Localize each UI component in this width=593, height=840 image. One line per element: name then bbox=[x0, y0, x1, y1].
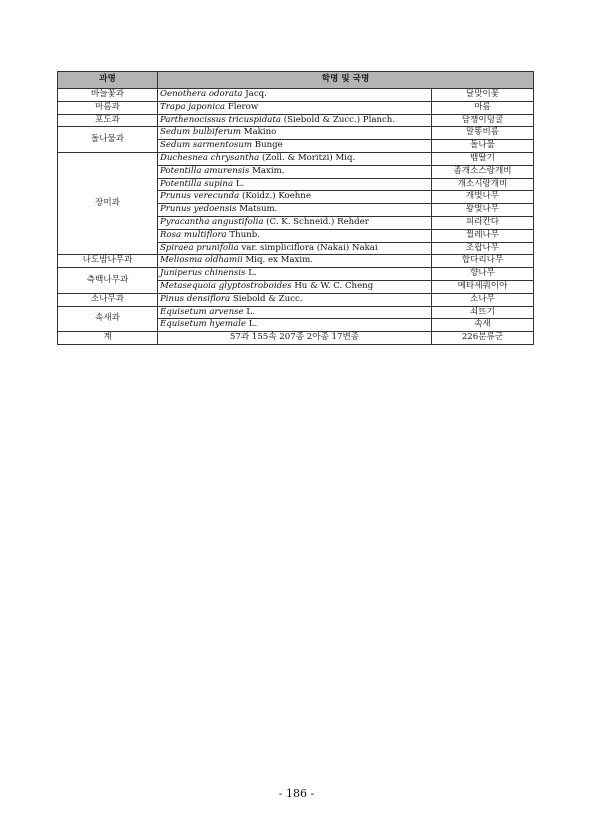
family-cell: 포도과 bbox=[58, 114, 158, 127]
genus-species: Duchesnea chrysantha bbox=[160, 152, 260, 163]
scientific-name-cell bbox=[158, 101, 432, 114]
author: (C. K. Schneid.) Rehder bbox=[266, 216, 369, 227]
table-body bbox=[58, 89, 534, 332]
korean-name-cell: 쇠뜨기 bbox=[432, 306, 534, 319]
family-cell: 바늘꽃과 bbox=[58, 89, 158, 102]
table-row bbox=[58, 255, 534, 268]
korean-name-cell: 개벚나무 bbox=[432, 191, 534, 204]
table-row bbox=[58, 293, 534, 306]
genus-species: Equisetum arvense bbox=[160, 306, 244, 317]
genus-species: Pinus densiflora bbox=[160, 293, 231, 304]
korean-name-cell: 말똥비름 bbox=[432, 127, 534, 140]
family-cell: 속새과 bbox=[58, 306, 158, 332]
author: Bunge bbox=[254, 140, 283, 151]
korean-name-cell: 돌나물 bbox=[432, 140, 534, 153]
author: (Koidz.) Koehne bbox=[242, 191, 311, 202]
scientific-name-cell bbox=[158, 152, 432, 165]
genus-species: Equisetum hyemale bbox=[160, 319, 247, 330]
header-row bbox=[58, 72, 534, 89]
author: Flerow bbox=[227, 101, 259, 112]
table-row bbox=[58, 89, 534, 102]
genus-species: Meliosma oldhamii bbox=[160, 255, 243, 266]
korean-name-cell: 뱀딸기 bbox=[432, 152, 534, 165]
scientific-name-cell bbox=[158, 306, 432, 319]
genus-species: Sedum bulbiferum bbox=[160, 127, 241, 138]
scientific-name-cell bbox=[158, 140, 432, 153]
header-name: 학명 및 국명 bbox=[158, 72, 534, 89]
genus-species: Spiraea prunifolia bbox=[160, 242, 239, 253]
author: L. bbox=[235, 178, 245, 189]
author: Jacq. bbox=[245, 89, 267, 99]
page-number: - 186 - bbox=[278, 787, 315, 800]
genus-species: Pyracantha angustifolia bbox=[160, 216, 264, 227]
table-row bbox=[58, 152, 534, 165]
scientific-name-cell bbox=[158, 178, 432, 191]
genus-species: Trapa japonica bbox=[160, 101, 226, 112]
korean-name-cell: 메타세쿼이아 bbox=[432, 280, 534, 293]
family-cell: 돌나물과 bbox=[58, 127, 158, 153]
scientific-name-cell bbox=[158, 191, 432, 204]
genus-species: Parthenocissus tricuspidata bbox=[160, 114, 281, 125]
scientific-name-cell bbox=[158, 216, 432, 229]
author: var. simpliciflora (Nakai) Nakai bbox=[241, 242, 378, 253]
genus-species: Rosa multiflora bbox=[160, 229, 227, 240]
family-cell: 측백나무과 bbox=[58, 268, 158, 294]
author: Makino bbox=[243, 127, 277, 138]
table-row bbox=[58, 268, 534, 281]
scientific-name-cell bbox=[158, 114, 432, 127]
author: (Zoll. & Moritzi) Miq. bbox=[261, 152, 356, 163]
scientific-name-cell bbox=[158, 229, 432, 242]
korean-name-cell: 마름 bbox=[432, 101, 534, 114]
genus-species: Metasequoia glyptostroboides bbox=[160, 280, 292, 291]
total-row bbox=[58, 332, 534, 345]
genus-species: Prunus verecunda bbox=[160, 191, 240, 202]
author: L. bbox=[248, 319, 258, 330]
korean-name-cell: 합다리나무 bbox=[432, 255, 534, 268]
table-row bbox=[58, 101, 534, 114]
korean-name-cell: 달맞이꽃 bbox=[432, 89, 534, 102]
scientific-name-cell bbox=[158, 255, 432, 268]
scientific-name-cell bbox=[158, 293, 432, 306]
genus-species: Prunus yedoensis bbox=[160, 204, 237, 215]
author: Miq. ex Maxim. bbox=[245, 255, 314, 266]
author: Maxim. bbox=[252, 165, 285, 176]
author: L. bbox=[246, 306, 255, 317]
genus-species: Sedum sarmentosum bbox=[160, 140, 253, 151]
korean-name-cell: 향나무 bbox=[432, 268, 534, 281]
scientific-name-cell bbox=[158, 165, 432, 178]
family-cell: 장미과 bbox=[58, 152, 158, 254]
korean-name-cell: 소나무 bbox=[432, 293, 534, 306]
scientific-name-cell bbox=[158, 268, 432, 281]
korean-name-cell: 개소시랑개비 bbox=[432, 178, 534, 191]
korean-name-cell: 왕벚나무 bbox=[432, 204, 534, 217]
genus-species: Potentilla amurensis bbox=[160, 165, 250, 176]
author: Thunb. bbox=[229, 229, 260, 240]
scientific-name-cell bbox=[158, 319, 432, 332]
species-table bbox=[57, 71, 534, 345]
total-label: 계 bbox=[58, 332, 158, 345]
korean-name-cell: 좀개소스랑개비 bbox=[432, 165, 534, 178]
genus-species: Juniperus chinensis bbox=[160, 268, 246, 279]
genus-species: Potentilla supina bbox=[160, 178, 234, 189]
family-cell: 마름과 bbox=[58, 101, 158, 114]
table-row bbox=[58, 306, 534, 319]
scientific-name-cell bbox=[158, 127, 432, 140]
total-count: 226분류군 bbox=[432, 332, 534, 345]
table-row bbox=[58, 127, 534, 140]
korean-name-cell: 조팝나무 bbox=[432, 242, 534, 255]
author: Matsum. bbox=[239, 204, 278, 215]
genus-species: Oenothera odorata bbox=[160, 89, 243, 99]
header-family: 과명 bbox=[58, 72, 158, 89]
family-cell: 나도밤나무과 bbox=[58, 255, 158, 268]
table-row bbox=[58, 114, 534, 127]
family-cell: 소나무과 bbox=[58, 293, 158, 306]
scientific-name-cell bbox=[158, 280, 432, 293]
scientific-name-cell bbox=[158, 242, 432, 255]
korean-name-cell: 찔레나무 bbox=[432, 229, 534, 242]
korean-name-cell: 속새 bbox=[432, 319, 534, 332]
korean-name-cell: 피라칸다 bbox=[432, 216, 534, 229]
author: (Siebold & Zucc.) Planch. bbox=[283, 114, 396, 125]
total-summary: 57과 155속 207종 2아종 17변종 bbox=[158, 332, 432, 345]
scientific-name-cell bbox=[158, 89, 432, 102]
author: L. bbox=[248, 268, 257, 279]
author: Hu & W. C. Cheng bbox=[294, 280, 374, 291]
author: Siebold & Zucc. bbox=[232, 293, 303, 304]
korean-name-cell: 담쟁이덩굴 bbox=[432, 114, 534, 127]
scientific-name-cell bbox=[158, 204, 432, 217]
